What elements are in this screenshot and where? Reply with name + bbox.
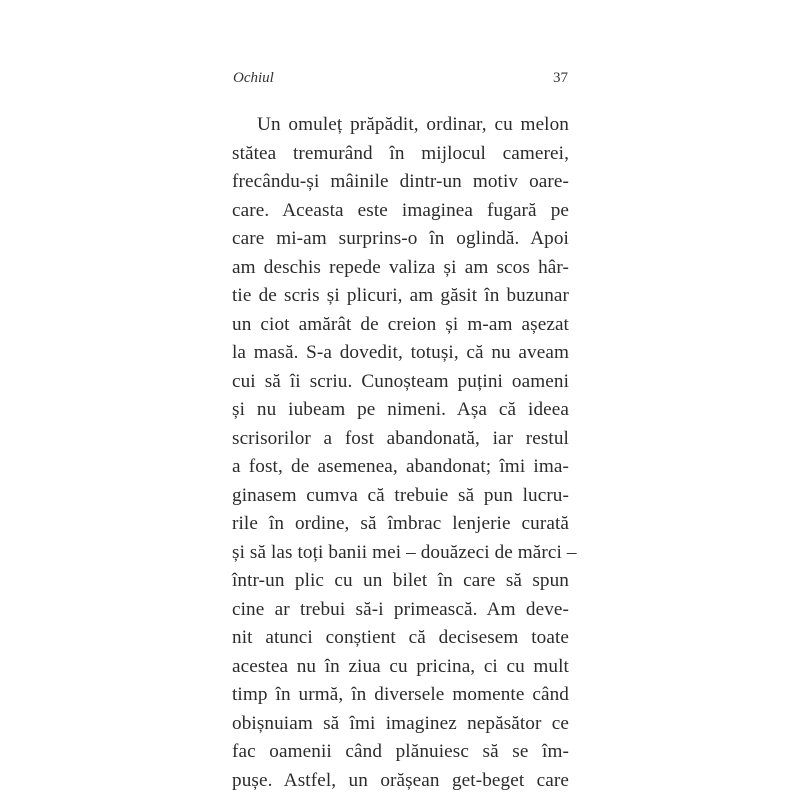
text-line: a fost, de asemenea, abandonat; îmi ima- — [232, 456, 569, 477]
text-line: care. Aceasta este imaginea fugară pe — [232, 199, 569, 221]
text-line: și nu iubeam pe nimeni. Așa că ideea — [232, 399, 569, 420]
text-line: scrisorilor a fost abandonată, iar restul — [232, 427, 569, 449]
text-line: la masă. S-a dovedit, totuși, că nu aveam — [232, 342, 569, 363]
text-line: un ciot amărât de creion și m-am așezat — [232, 313, 569, 335]
text-line: ginasem cumva că trebuie să pun lucru- — [232, 484, 569, 506]
text-line: obișnuiam să îmi imaginez nepăsător ce — [232, 712, 569, 734]
text-line: frecându-și mâinile dintr-un motiv oare- — [232, 171, 569, 192]
text-line: stătea tremurând în mijlocul camerei, — [232, 142, 569, 164]
text-line: Un omuleț prăpădit, ordinar, cu melon — [257, 114, 569, 135]
text-line: într-un plic cu un bilet în care să spun — [232, 570, 569, 591]
body-text — [232, 111, 577, 795]
running-header — [233, 70, 568, 90]
text-line: rile în ordine, să îmbrac lenjerie curată — [232, 513, 569, 534]
text-line: fac oamenii când plănuiesc să se îm- — [232, 741, 569, 762]
text-line: timp în urmă, în diversele momente când — [232, 684, 569, 705]
text-line: cui să îi scriu. Cunoșteam puțini oameni — [232, 370, 569, 392]
text-line: tie de scris și plicuri, am găsit în buzunar — [232, 285, 569, 306]
text-line: și să las toți banii mei – douăzeci de mărci – — [232, 541, 577, 563]
text-line: pușe. Astfel, un orășean get-beget care — [232, 769, 569, 791]
text-line: am deschis repede valiza și am scos hâr- — [232, 256, 569, 278]
chapter-title: Ochiul — [233, 70, 274, 86]
text-line: care mi-am surprins-o în oglindă. Apoi — [232, 228, 569, 249]
text-line: nit atunci conștient că decisesem toate — [232, 627, 569, 648]
text-line: acestea nu în ziua cu pricina, ci cu mult — [232, 655, 569, 677]
text-line: cine ar trebui să-i primească. Am deve- — [232, 598, 569, 620]
page-number: 37 — [553, 70, 568, 86]
